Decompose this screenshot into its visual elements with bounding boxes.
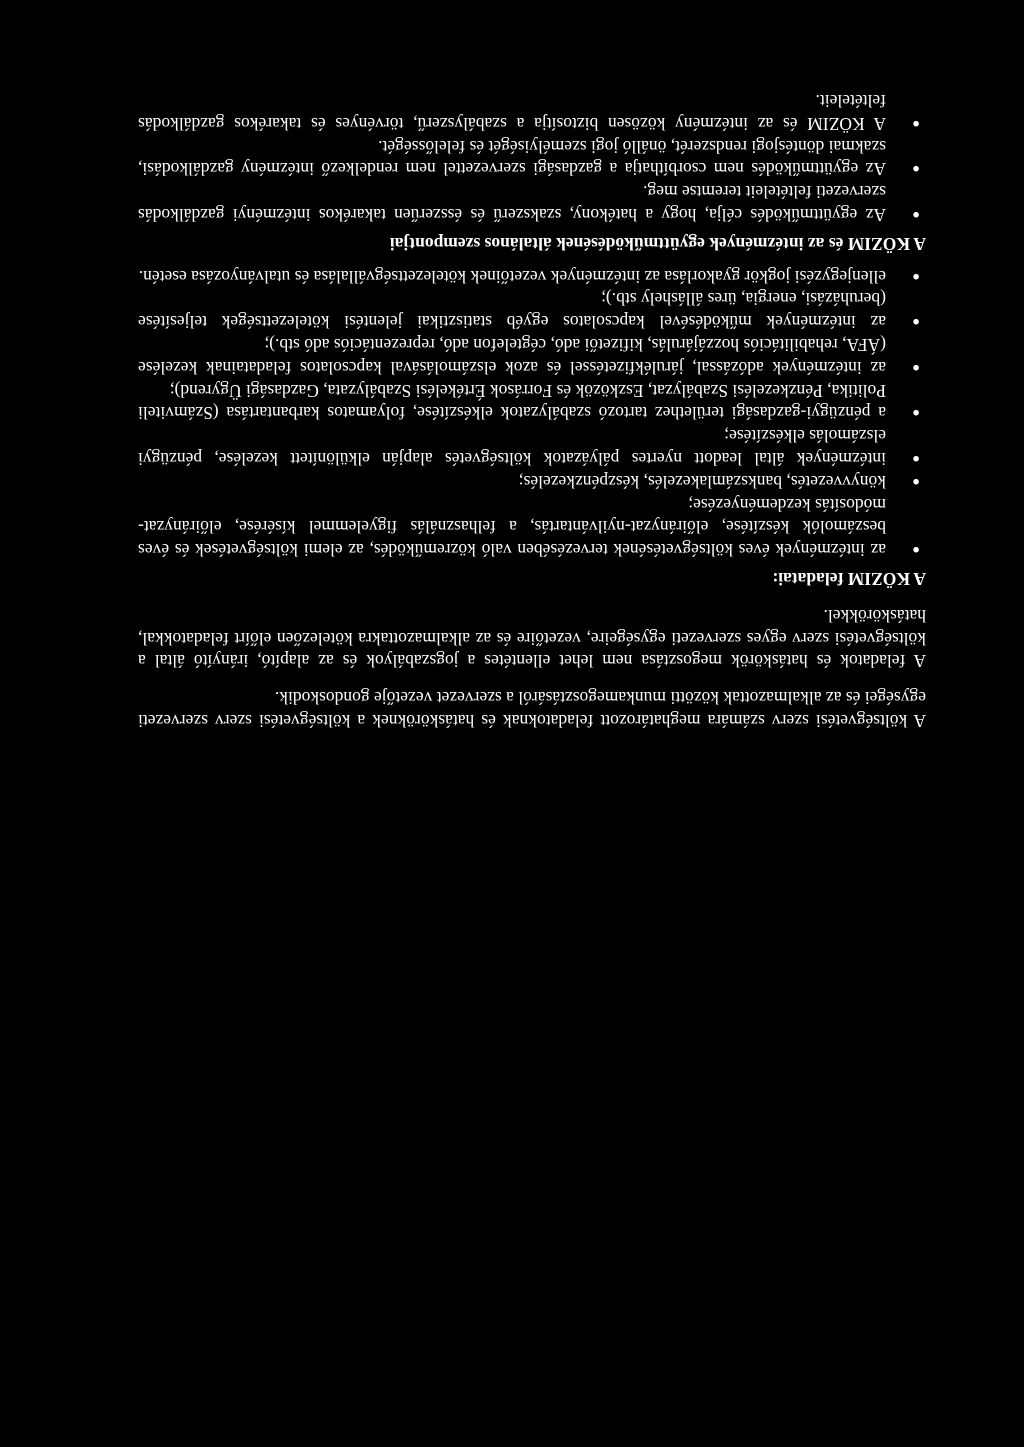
bullet-icon: ● bbox=[912, 406, 920, 422]
list-item: ● könyvvezetés, bankszámlakezelés, készpénzkezelés; bbox=[518, 471, 920, 492]
list-item: ● a pénzügyi-gazdasági területhez tartozó szabályzatok elkészítése, folyamatos karbantartása (Számviteli Politika, Pénzkezelési Szabályzat, Eszközök és Források Értékelési Szabályzata, Gazdasági Ügyrend); bbox=[138, 380, 920, 424]
list-item: ● ellenjegyzési jogkör gyakorlása az intézmények vezetőinek kötelezettségvállalása és utalványozása esetén. bbox=[138, 266, 920, 287]
list-item: ● az intézmények adózással, járulékfizetéssel és azok elszámolásával kapcsolatos feladatainak kezelése (ÁFA, rehabilitációs hozzájárulás, kifizetői adó, cégtelefon adó, reprezentációs adó stb.); bbox=[138, 335, 920, 378]
list-item: ● Az együttműködés nem csorbíthatja a gazdasági szervezettel nem rendelkező intézmény gazdálkodási, szakmai döntésjogi rendszerét, önálló jogi személyiségét és felelősségét. bbox=[138, 136, 920, 180]
list-item: ● A KÖZIM és az intézmény közösen biztosítja a szabályszerű, törvényes és takarékos gazdálkodás feltételeit. bbox=[138, 91, 920, 134]
bullet-icon: ● bbox=[912, 208, 920, 224]
list-item: ● intézmények által leadott nyertes pályázatok költségvetés alapján elkülönített kezelése, pénzügyi elszámolás elkészítése; bbox=[138, 426, 920, 470]
section-heading-cooperation: A KÖZIM és az intézmények együttműködésének általános szempontjai bbox=[389, 233, 926, 254]
list-item: ● az intézmények működésével kapcsolatos egyéb statisztikai jelentési kötelezettségek teljesítése (beruházási, energia, üres álláshely stb.); bbox=[138, 289, 920, 333]
section-heading-tasks: A KÖZIM feladatai: bbox=[772, 569, 926, 590]
cooperation-list bbox=[138, 89, 926, 226]
list-item: ● Az együttműködés célja, hogy a hatékony, szakszerű és ésszerűen takarékos intézményi gazdálkodás szervezeti feltételeit teremtse meg. bbox=[138, 182, 920, 226]
list-item: ● az intézmények éves költségvetésének tervezésében való közreműködés, az elemi költségvetések és éves beszámolók készítése, előirányzat-nyilvántartás, a felhasználás figyelemmel kísérése, előirányzat-módosítás kezdeményezése; bbox=[138, 494, 920, 561]
bullet-icon: ● bbox=[912, 269, 920, 285]
document-body bbox=[138, 79, 926, 732]
bullet-icon: ● bbox=[912, 116, 920, 132]
intro-paragraph-1: A költségvetési szerv számára meghatározott feladatoknak és hatásköröknek a költségvetési szerv szervezeti egységei és az alkalmazottak közötti munkamegosztásáról a szervezet vezetője gondoskodik. bbox=[138, 688, 926, 731]
bullet-icon: ● bbox=[912, 360, 920, 376]
bullet-icon: ● bbox=[912, 162, 920, 178]
bullet-icon: ● bbox=[912, 543, 920, 559]
bullet-icon: ● bbox=[912, 474, 920, 490]
intro-paragraph-2: A feladatok és hatáskörök megosztása nem lehet ellentétes a jogszabályok és az alapító, irányító által a költségvetési szerv egyes szervezeti egységeire, vezetőire és az alkalmazottakra kötelezően előírt feladatokkal, hatáskörökkel. bbox=[138, 605, 926, 672]
bullet-icon: ● bbox=[912, 315, 920, 331]
bullet-icon: ● bbox=[912, 452, 920, 468]
tasks-list bbox=[138, 265, 926, 561]
